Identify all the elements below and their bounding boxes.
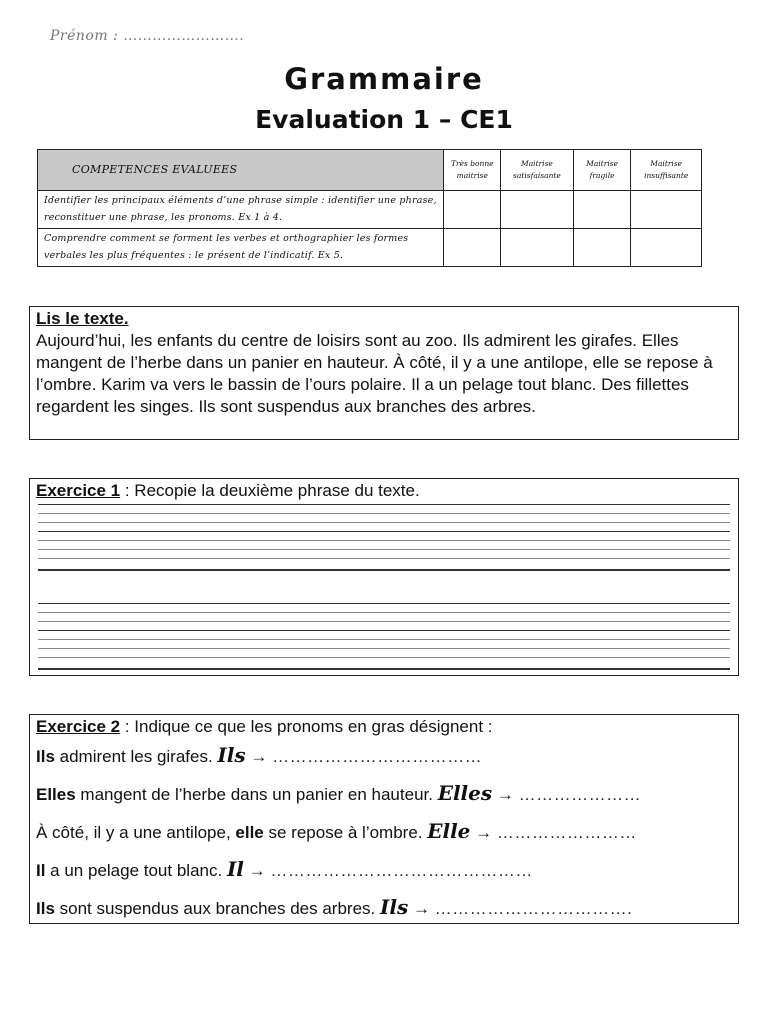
- exercise1-label: Exercice 1: [36, 481, 121, 500]
- answer-blank[interactable]: ………………………………………: [270, 861, 533, 880]
- competence-description: Identifier les principaux éléments d’une phrase simple : identifier une phrase, reconstituer une phrase, les pronoms. Ex 1 à 4.: [38, 191, 444, 229]
- answer-blank[interactable]: …………………: [518, 785, 642, 804]
- evaluation-cell[interactable]: [573, 229, 631, 267]
- page-subtitle: Evaluation 1 – CE1: [255, 105, 513, 134]
- exercise2-title: [36, 716, 732, 738]
- pronoun-question: [36, 782, 732, 806]
- level-header: Maitrise satisfaisante: [501, 150, 574, 191]
- pronoun-bold: Il: [36, 861, 46, 880]
- evaluation-cell[interactable]: [573, 191, 631, 229]
- exercise2-box: [29, 714, 739, 924]
- pronoun-question: [36, 820, 732, 844]
- text-section: [29, 306, 739, 440]
- evaluation-cell[interactable]: [631, 191, 702, 229]
- question-text: À côté, il y a une antilope,: [36, 823, 236, 842]
- pronoun-bold: elle: [235, 823, 264, 842]
- pronoun-cursive: Elle: [427, 819, 471, 843]
- competences-heading: COMPETENCES EVALUEES: [38, 150, 444, 191]
- answer-blank[interactable]: …………………………….: [434, 899, 633, 918]
- arrow-icon: →: [492, 785, 519, 804]
- writing-lines-1[interactable]: [38, 504, 730, 574]
- pronoun-question: [36, 744, 732, 768]
- arrow-icon: →: [408, 899, 435, 918]
- answer-blank[interactable]: ………………………………: [272, 747, 483, 766]
- pronoun-cursive: Il: [226, 857, 244, 881]
- pronoun-cursive: Ils: [380, 895, 409, 919]
- question-text: mangent de l’herbe dans un panier en hauteur.: [75, 785, 438, 804]
- evaluation-cell[interactable]: [444, 229, 501, 267]
- pronoun-question: [36, 896, 732, 920]
- competences-table: [37, 149, 702, 267]
- competence-row: [38, 229, 702, 267]
- exercise1-box: [29, 478, 739, 676]
- competence-row: [38, 191, 702, 229]
- pronoun-bold: Ils: [36, 899, 55, 918]
- writing-lines-2[interactable]: [38, 603, 730, 673]
- exercise1-title: [36, 480, 420, 502]
- evaluation-cell[interactable]: [501, 229, 574, 267]
- pronoun-cursive: Elles: [437, 781, 493, 805]
- text-body: Aujourd’hui, les enfants du centre de loisirs sont au zoo. Ils admirent les girafes. Elles mangent de l’herbe dans un panier en hauteur. À côté, il y a une antilope, elle se repose à l’ombre. Karim va vers le bassin de l’ours polaire. Il a un pelage tout blanc. Des fillettes regardent les singes. Ils sont suspendus aux branches des arbres.: [36, 331, 713, 416]
- competences-header-row: [38, 150, 702, 191]
- evaluation-cell[interactable]: [501, 191, 574, 229]
- exercise2-label: Exercice 2: [36, 717, 121, 736]
- pronoun-cursive: Ils: [217, 743, 246, 767]
- level-header: Très bonne maitrise: [444, 150, 501, 191]
- pronoun-question: [36, 858, 732, 882]
- question-text: sont suspendus aux branches des arbres.: [54, 899, 380, 918]
- evaluation-cell[interactable]: [444, 191, 501, 229]
- text-heading: Lis le texte.: [36, 309, 129, 328]
- question-text: a un pelage tout blanc.: [45, 861, 227, 880]
- evaluation-cell[interactable]: [631, 229, 702, 267]
- pronoun-bold: Elles: [36, 785, 76, 804]
- question-text: admirent les girafes.: [54, 747, 218, 766]
- level-header: Maitrise insuffisante: [631, 150, 702, 191]
- prenom-field: Prénom : …………………….: [50, 28, 245, 44]
- arrow-icon: →: [243, 861, 271, 880]
- page-title: Grammaire: [284, 62, 484, 96]
- level-header: Maitrise fragile: [573, 150, 631, 191]
- arrow-icon: →: [470, 823, 497, 842]
- arrow-icon: →: [245, 747, 273, 766]
- pronoun-bold: Ils: [36, 747, 55, 766]
- answer-blank[interactable]: ……………………: [496, 823, 637, 842]
- competence-description: Comprendre comment se forment les verbes et orthographier les formes verbales les plus fréquentes : le présent de l’indicatif. Ex 5.: [38, 229, 444, 267]
- exercise2-instruction: : Indique ce que les pronoms en gras désignent :: [120, 717, 493, 736]
- question-text: se repose à l’ombre.: [263, 823, 428, 842]
- exercise1-instruction: : Recopie la deuxième phrase du texte.: [120, 481, 420, 500]
